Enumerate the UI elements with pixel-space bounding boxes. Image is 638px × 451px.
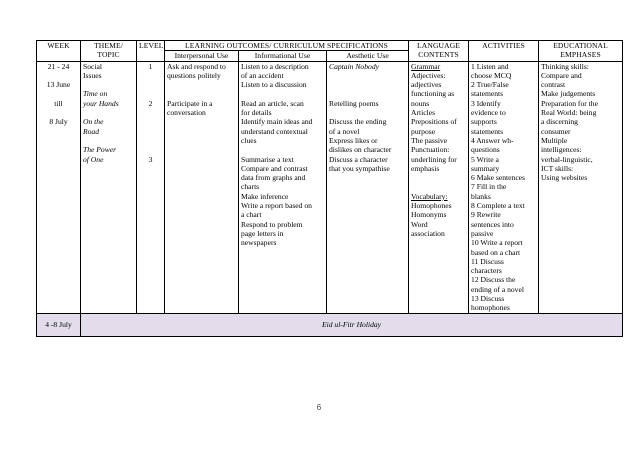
holiday-label: Eid ul-Fitr Holiday xyxy=(81,313,623,336)
emphasis-line: Preparation for the xyxy=(541,98,598,108)
holiday-week-cell: 4 -8 July xyxy=(37,313,81,336)
activity-line: 13 Discuss xyxy=(471,294,505,304)
informational-line: Make inference xyxy=(241,191,289,201)
grammar-item: The passive xyxy=(411,135,448,145)
vocabulary-item: Homonyms xyxy=(411,210,447,220)
activity-line: 12 Discuss the xyxy=(471,275,516,285)
emphasis-line: ICT skills: xyxy=(541,163,574,173)
week-line: till xyxy=(54,98,63,108)
grammar-item: underlining for xyxy=(411,154,457,164)
activity-line: 9 Rewrite xyxy=(471,210,501,220)
level-3: 3 xyxy=(148,154,153,164)
week-cell xyxy=(37,61,81,313)
header-educational-emphases: EDUCATIONAL EMPHASES xyxy=(539,41,623,62)
topic-line: Road xyxy=(83,126,100,136)
activity-line: summary xyxy=(471,163,500,173)
aesthetic-line: Express likes or xyxy=(329,135,378,145)
grammar-item: Adjectives: xyxy=(411,70,446,80)
activity-line: passive xyxy=(471,228,494,238)
emphasis-line: Compare and xyxy=(541,70,582,80)
activity-line: sentences into xyxy=(471,219,514,229)
activity-line: 5 Write a xyxy=(471,154,499,164)
informational-line: page letters in xyxy=(241,228,284,238)
informational-line: Write a report based on xyxy=(241,201,312,211)
level-cell xyxy=(137,61,165,313)
informational-line: a chart xyxy=(241,210,262,220)
activity-line: 2 True/False xyxy=(471,80,509,90)
activity-line: 1 Listen and xyxy=(471,61,509,71)
informational-line: Read an article, scan xyxy=(241,98,304,108)
grammar-item: emphasis xyxy=(411,163,440,173)
informational-line: Compare and contrast xyxy=(241,163,308,173)
informational-line: Identify main ideas and xyxy=(241,117,313,127)
interpersonal-line: Ask and respond to xyxy=(167,61,226,71)
scheme-of-work-table xyxy=(36,40,623,337)
activity-line: choose MCQ xyxy=(471,70,512,80)
activity-line: homophones xyxy=(471,303,510,313)
emphasis-line: Make judgements xyxy=(541,89,596,99)
grammar-item: nouns xyxy=(411,98,430,108)
emphasis-line: Real World: being xyxy=(541,108,597,118)
emphasis-line: a discerning xyxy=(541,117,578,127)
header-theme: THEME/ TOPIC xyxy=(81,41,137,62)
activity-line: 6 Make sentences xyxy=(471,173,526,183)
aesthetic-line: of a novel xyxy=(329,126,360,136)
week-line: 8 July xyxy=(49,117,68,127)
activity-line: 3 Identify xyxy=(471,98,501,108)
grammar-heading: Grammar xyxy=(411,61,441,71)
level-2: 2 xyxy=(148,98,153,108)
holiday-row xyxy=(37,313,623,336)
educational-emphases-cell xyxy=(539,61,623,313)
topic-line: of One xyxy=(83,154,104,164)
activity-line: statements xyxy=(471,89,504,99)
grammar-item: purpose xyxy=(411,126,436,136)
aesthetic-line: Discuss the ending xyxy=(329,117,387,127)
informational-line: Summarise a text xyxy=(241,154,294,164)
language-contents-cell xyxy=(409,61,469,313)
header-interpersonal: Interpersonal Use xyxy=(165,51,239,61)
informational-line: newspapers xyxy=(241,238,277,248)
header-learning-outcomes: LEARNING OUTCOMES/ CURRICULUM SPECIFICATIONS xyxy=(165,41,409,51)
activity-line: 11 Discuss xyxy=(471,256,504,266)
vocabulary-item: Word xyxy=(411,219,428,229)
interpersonal-line: questions politely xyxy=(167,70,221,80)
week-line: 13 June xyxy=(46,80,71,90)
activity-line: supports xyxy=(471,117,497,127)
header-week: WEEK xyxy=(37,41,81,62)
interpersonal-cell xyxy=(165,61,239,313)
content-row xyxy=(37,61,623,313)
emphasis-line: Using websites xyxy=(541,173,588,183)
activity-line: questions xyxy=(471,145,500,155)
activity-line: ending of a novel xyxy=(471,284,524,294)
activity-line: 4 Answer wh- xyxy=(471,135,514,145)
week-line: 21 - 24 xyxy=(47,61,70,71)
activity-line: based on a chart xyxy=(471,247,521,257)
emphasis-line: Multiple xyxy=(541,135,568,145)
activities-cell xyxy=(469,61,539,313)
informational-line: for details xyxy=(241,108,272,118)
topic-line: Time on xyxy=(83,89,108,99)
interpersonal-line: conversation xyxy=(167,108,206,118)
interpersonal-line: Participate in a xyxy=(167,98,213,108)
page-number: 6 xyxy=(316,403,322,412)
activity-line: characters xyxy=(471,266,502,276)
novel-title: Captain Nobody xyxy=(329,61,379,71)
grammar-item: adjectives xyxy=(411,80,442,90)
informational-line: understand contextual xyxy=(241,126,308,136)
header-level: LEVEL xyxy=(137,41,165,62)
aesthetic-line: that you sympathise xyxy=(329,163,390,173)
informational-line: Respond to problem xyxy=(241,219,303,229)
header-activities: ACTIVITIES xyxy=(469,41,539,62)
aesthetic-cell xyxy=(327,61,409,313)
activity-line: blanks xyxy=(471,191,491,201)
emphasis-line: Thinking skills: xyxy=(541,61,589,71)
activity-line: evidence to xyxy=(471,108,506,118)
grammar-item: Punctuation: xyxy=(411,145,450,155)
informational-line: data from graphs and xyxy=(241,173,306,183)
activity-line: 7 Fill in the xyxy=(471,182,507,192)
informational-cell xyxy=(239,61,327,313)
theme-line: Social xyxy=(83,61,102,71)
header-informational: Informational Use xyxy=(239,51,327,61)
aesthetic-line: Discuss a character xyxy=(329,154,388,164)
header-aesthetic: Aesthetic Use xyxy=(327,51,409,61)
grammar-item: Articles xyxy=(411,108,436,118)
emphasis-line: intelligences: xyxy=(541,145,582,155)
grammar-item: functioning as xyxy=(411,89,455,99)
theme-line: Issues xyxy=(83,70,102,80)
theme-cell xyxy=(81,61,137,313)
emphasis-line: verbal-linguistic, xyxy=(541,154,593,164)
vocabulary-item: Homophones xyxy=(411,201,452,211)
activity-line: statements xyxy=(471,126,504,136)
grammar-item: Prepositions of xyxy=(411,117,457,127)
informational-line: of an accident xyxy=(241,70,284,80)
emphasis-line: contrast xyxy=(541,80,566,90)
aesthetic-line: dislikes on character xyxy=(329,145,392,155)
header-language-contents: LANGUAGE CONTENTS xyxy=(409,41,469,62)
header-row xyxy=(37,41,623,51)
aesthetic-line: Retelling poems xyxy=(329,98,379,108)
emphasis-line: consumer xyxy=(541,126,571,136)
informational-line: clues xyxy=(241,135,257,145)
topic-line: On the xyxy=(83,117,104,127)
topic-line: your Hands xyxy=(83,98,119,108)
vocabulary-heading: Vocabulary: xyxy=(411,191,448,201)
activity-line: 10 Write a report xyxy=(471,238,523,248)
level-1: 1 xyxy=(148,61,153,71)
activity-line: 8 Complete a text xyxy=(471,201,525,211)
informational-line: Listen to a description xyxy=(241,61,309,71)
informational-line: charts xyxy=(241,182,260,192)
vocabulary-item: association xyxy=(411,228,445,238)
informational-line: Listen to a discussion xyxy=(241,80,307,90)
topic-line: The Power xyxy=(83,145,117,155)
